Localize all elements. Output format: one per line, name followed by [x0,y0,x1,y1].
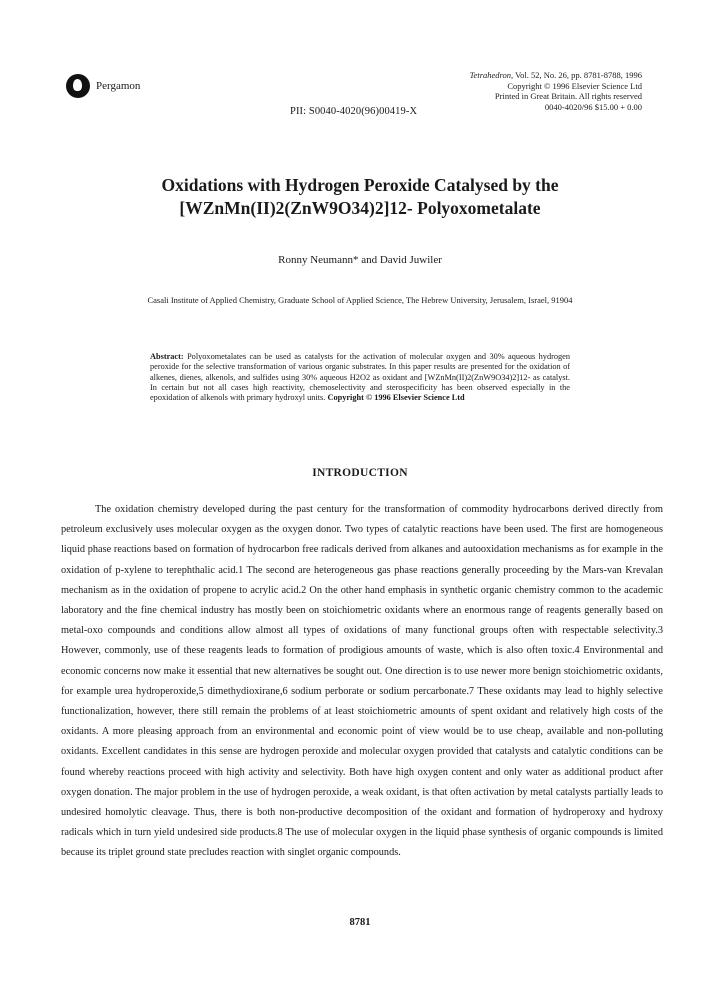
authors: Ronny Neumann* and David Juwiler [278,254,442,266]
publisher-logo [66,74,140,98]
body-text [61,500,663,864]
abstract-copyright: Copyright © 1996 Elsevier Science Ltd [327,393,465,403]
journal-citation [470,70,642,81]
affiliation: Casali Institute of Applied Chemistry, Graduate School of Applied Science, The Hebrew University, Jerusalem, Israel, 91904 [147,295,573,305]
page-number: 8781 [349,917,371,928]
article-title [60,174,660,220]
printed-line: Printed in Great Britain. All rights reserved [494,91,642,101]
section-heading: INTRODUCTION [312,467,408,479]
abstract-text: Polyoxometalates can be used as catalysts for the activation of molecular oxygen and 30% aqueous hydrogen peroxide for the selective transformation of various organic substrates. In this paper results are presented for the oxidation of alkenes, dienes, alkenols, and sulfides using 30% aqueous H2O2 as oxidant and [WZnMn(II)2(ZnW9O34)2]12- as catalyst. In certain but not all cases high reactivity, chemoselectivity and sterospecificity has been observed especially in the epoxidation of alkenols with primary hydroxyl units. [150,352,570,403]
journal-info [470,70,642,112]
pergamon-logo-icon [66,74,90,98]
publisher-name: Pergamon [96,80,141,92]
journal-name: Tetrahedron [469,70,512,80]
abstract-label: Abstract: [150,352,184,361]
pii: PII: S0040-4020(96)00419-X [290,106,418,117]
abstract [150,352,570,403]
issn-line: 0040-4020/96 $15.00 + 0.00 [544,101,642,112]
title-line-1: Oxidations with Hydrogen Peroxide Catalysed by the [161,175,559,195]
copyright-line: Copyright © 1996 Elsevier Science Ltd [507,80,642,91]
title-line-2: [WZnMn(II)2(ZnW9O34)2]12- Polyoxometalate [179,198,541,218]
paragraph: The oxidation chemistry developed during the past century for the transformation of commodity hydrocarbons derived directly from petroleum exclusively uses molecular oxygen as the oxygen donor. Two types of catalytic reactions have been used. The first are homogeneous liquid phase reactions based on formation of hydrocarbon free radicals derived from alkanes and autooxidation mechanisms as for example in the oxidation of p-xylene to terephthalic acid.1 The second are heterogeneous gas phase reactions generally proceeding by the Mars-van Krevalan mechanism as in the oxidation of propene to acrylic acid.2 On the other hand emphasis in synthetic organic chemistry common to the academic laboratory and the fine chemical industry has mostly been on stoichiometric oxidants where an enormous range of reagents generally based on metal-oxo compounds and conditions allow almost all types of oxidations of many functional groups often with respectable selectivity.3 However, commonly, use of these reagents leads to formation of prodigious amounts of waste, which is also often toxic.4 Environmental and economic concerns now make it essential that new alternatives be sought out. One direction is to use newer more benign stoichiometric oxidants, for example urea hydroperoxide,5 dimethydioxirane,6 sodium perborate or sodium percarbonate.7 These oxidants may lead to highly selective functionalization, however, there still remain the problems of at least stoichiometric amounts of spent oxidant and relatively high costs of the oxidants. A more pleasing approach from an environmental and economic point of view would be to use cheap, available and non-polluting oxidants. Excellent candidates in this sense are hydrogen peroxide and molecular oxygen provided that catalysts and catalytic conditions can be found whereby reactions proceed with high activity and selectivity. Both have high oxygen content and only water as additional product after oxygen donation. The major problem in the use of hydrogen peroxide, a weak oxidant, is that often activation by metal catalysts partially leads to undesired homolytic cleavage. Thus, there is both non-productive decomposition of the oxidant and formation of hydroperoxy and hydroxy radicals which in turn yield undesired side products.8 The use of molecular oxygen in the liquid phase synthesis of organic compounds is limited because its triplet ground state precludes reaction with singlet organic compounds. [61,504,663,859]
journal-volume: , Vol. 52, No. 26, pp. 8781-8788, 1996 [511,70,642,80]
